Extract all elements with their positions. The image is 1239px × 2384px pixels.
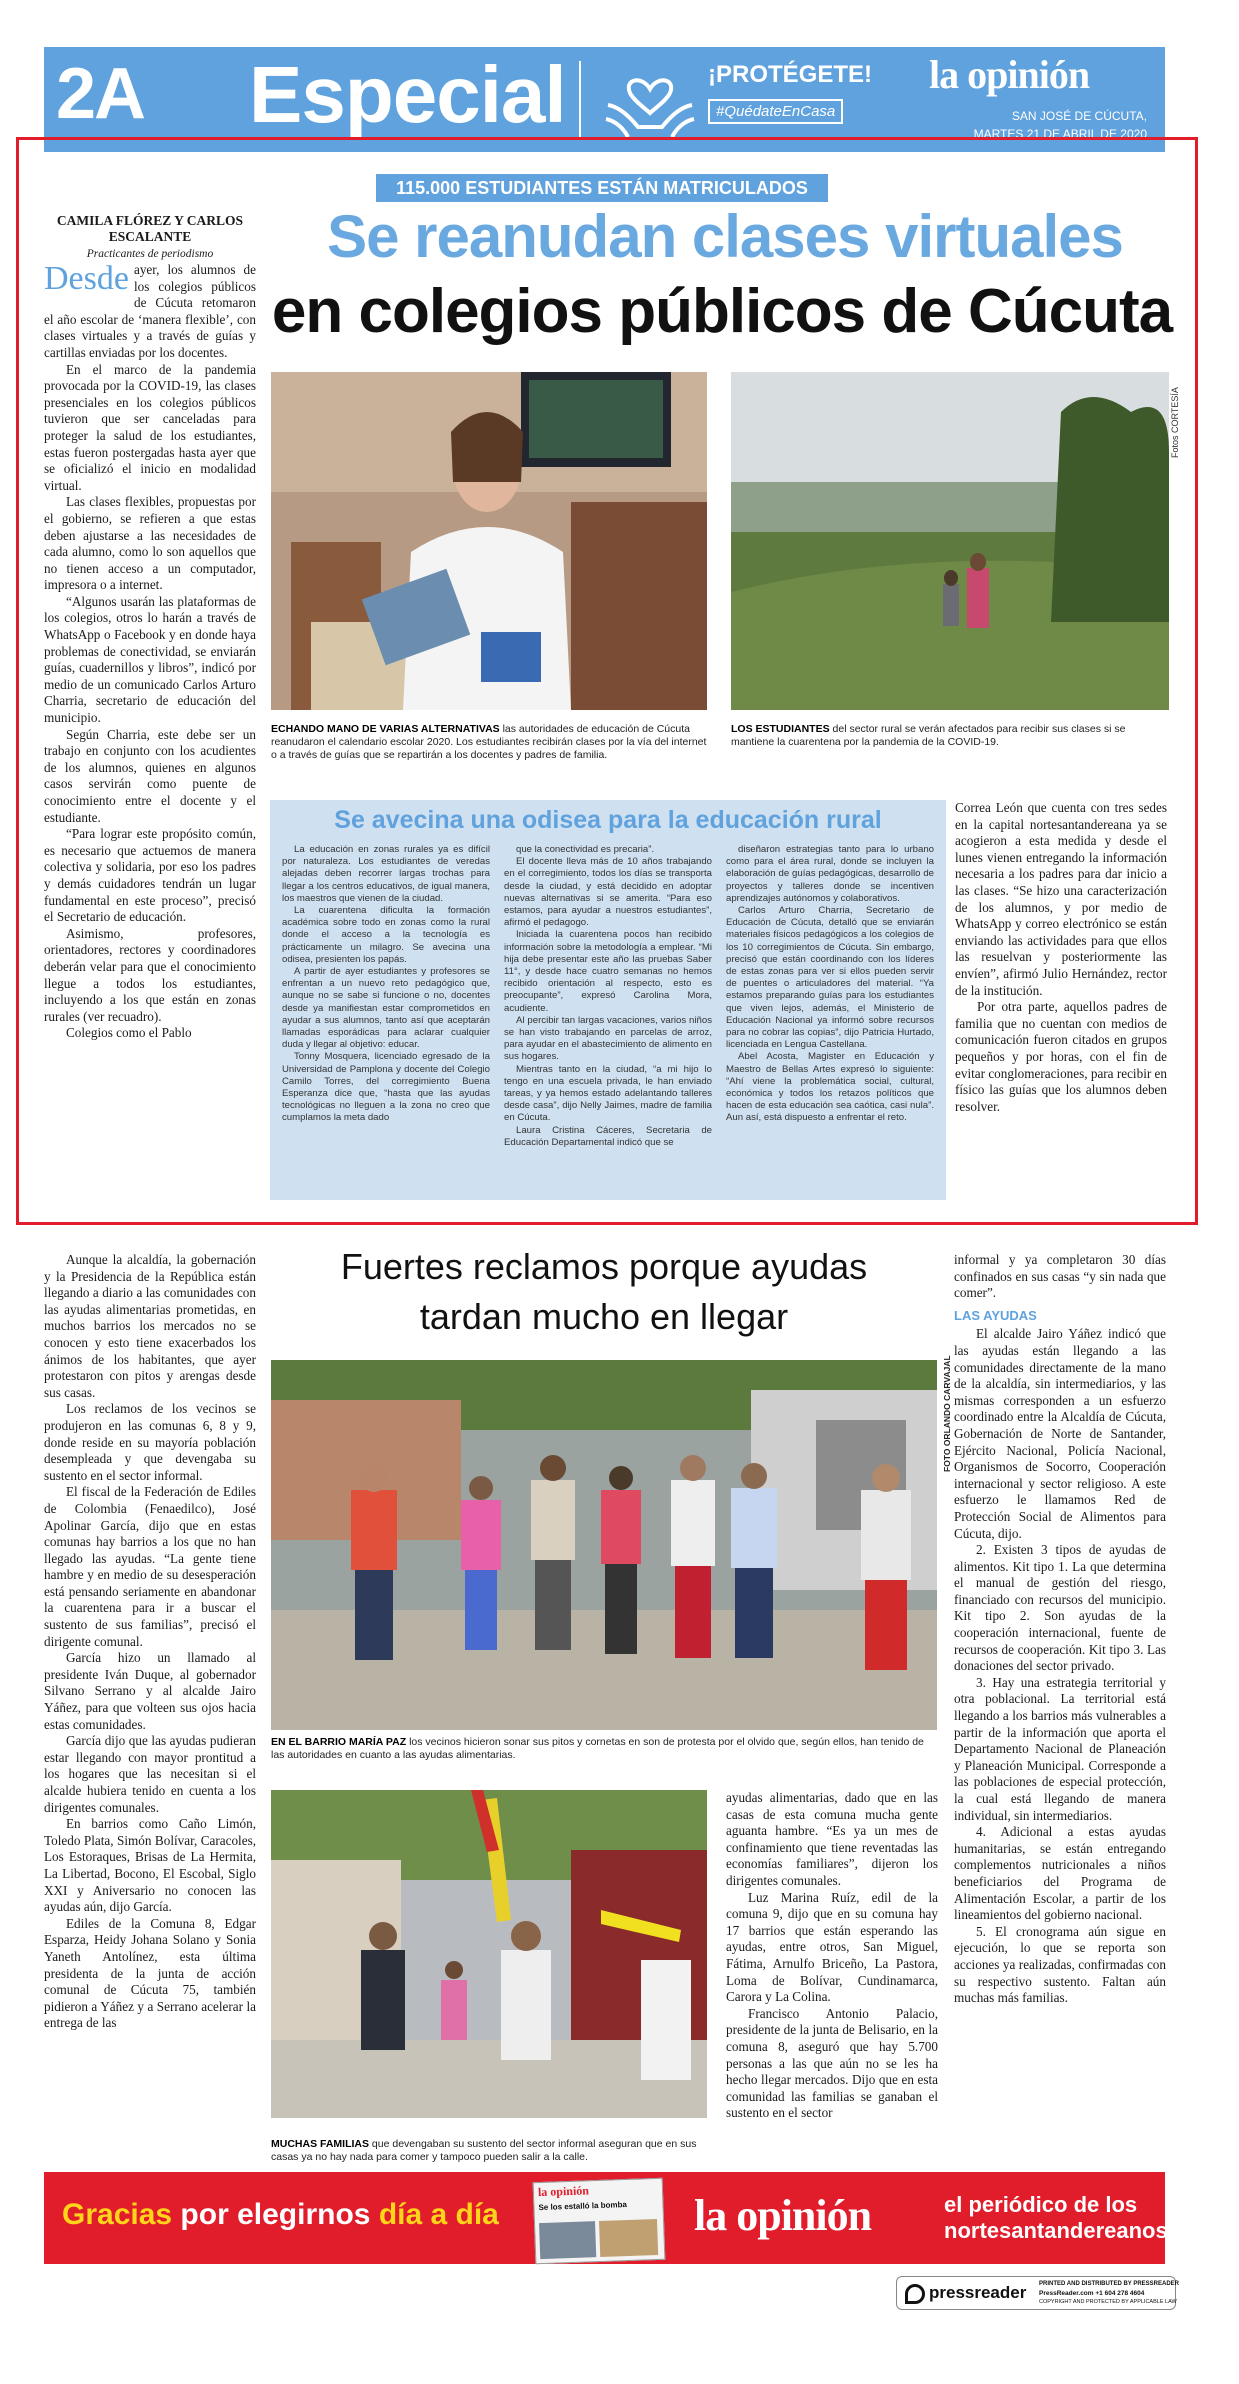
sidebar-paragraph: Abel Acosta, Magister en Educación y Maestro de Bellas Artes expresó lo siguiente: “Ahí viene la problemática social, cultural, económica y todos los retazos políticos que hacen de esta educación sea caótica, casi nula”. Aun así, está dispuesto a enfrentar el reto. xyxy=(726,1051,934,1124)
thumbnail-headline: Se los estalló la bomba xyxy=(538,2200,628,2213)
article2-subhead: LAS AYUDAS xyxy=(954,1307,1037,1323)
caption-text: del sector rural se verán afectados para recibir sus clases si se mantiene la cuarentena por la pandemia de la COVID-19. xyxy=(731,723,1126,748)
article1-paragraph: En el marco de la pandemia provocada por la COVID-19, las clases presenciales en los colegios públicos tuvieron que ser canceladas para proteger la salud de los estudiantes, estas fueron postergadas hasta ayer que se oficializó el inicio en modalidad virtual. xyxy=(44,361,256,493)
article1-paragraph: Por otra parte, aquellos padres de familia que no cuentan con medios de comunicación fueron citados en grupos pequeños y por horas, con el fin de evitar conglomeraciones, para recibir en físico las guías que los alumnos deben resolver. xyxy=(955,999,1167,1114)
sidebar-paragraph: Tonny Mosquera, licenciado egresado de la Universidad de Pamplona y docente del Colegio Camilo Torres, del corregimiento Buena Esperanza dice que, “hasta que las ayudas tecnológicas no lleguen a la zona no creo que cumplamos la meta dado xyxy=(282,1051,490,1124)
article2-photo-credit: FOTO ORLANDO CARVAJAL xyxy=(942,1355,952,1472)
ad-slogan xyxy=(62,2198,499,2232)
caption-lead: LOS ESTUDIANTES xyxy=(731,723,830,735)
article2-right-column xyxy=(954,1252,1166,2162)
article2-paragraph: 2. Existen 3 tipos de ayudas de alimentos. Kit tipo 1. La que determina el manual de gestión del riesgo, financiado con recursos del municipio. Kit tipo 2. Son ayudas de la cooperación internacional, fuente de recursos de cooperación. Kit tipo 3. Las donaciones del sector privado. xyxy=(954,1542,1166,1674)
sidebar-paragraph: Mientras tanto en la ciudad, “a mi hijo lo tengo en una escuela privada, le han enviado tareas, y ya hemos estado adelantando talleres desde casa”, dijo Nelly Jaimes, madre de familia en Cúcuta. xyxy=(504,1063,712,1124)
article1-byline-role: Practicantes de periodismo xyxy=(86,248,214,260)
campaign-hashtag: #QuédateEnCasa xyxy=(708,99,843,124)
pressreader-note-1: PRINTED AND DISTRIBUTED BY PRESSREADER xyxy=(1039,2281,1180,2287)
sidebar-paragraph: Iniciada la cuarentena pocos han recibido información sobre la metodología a emplear. “Mi hija debe presentar este año las pruebas Saber 11°, y desde hace cuatro semanas no hemos recibido orientación al respecto, esto es preocupante”, expresó Carolina Mora, acudiente. xyxy=(504,929,712,1014)
newspaper-thumbnail xyxy=(533,2178,666,2264)
caption-lead: ECHANDO MANO DE VARIAS ALTERNATIVAS xyxy=(271,723,500,735)
article2-paragraph: Ediles de la Comuna 8, Edgar Esparza, Heidy Johana Solano y Sonia Yaneth Antolínez, esta última presidenta de la junta de acción comunal de Cúcuta 75, también pidieron a Yáñez y a Serrano acelerar la entrega de las xyxy=(44,1915,256,2031)
article1-title-line1: Se reanudan clases virtuales xyxy=(327,203,1123,270)
ad-slogan-b: por elegirnos xyxy=(172,2198,379,2231)
sidebar-paragraph: que la conectividad es precaria”. xyxy=(516,844,655,855)
ad-brand: la opinión xyxy=(694,2191,872,2240)
article1-paragraph: Asimismo, profesores, orientadores, rectores y coordinadores deberán velar para que el conocimiento llegue a todos los estudiantes, incluyendo a los que están en zonas rurales (ver recuadro). xyxy=(44,925,256,1024)
sidebar-paragraph: La cuarentena dificulta la formación académica sobre todo en zonas como la rural donde el acceso a la tecnología es prácticamente un milagro. Se avecina una odisea, presienten los papás. xyxy=(282,905,490,965)
banner-divider xyxy=(579,61,581,137)
article2-paragraph: Luz Marina Ruíz, edil de la comuna 9, dijo que en su comuna hay 17 barrios que están esperando las ayudas, entre otros, San Miguel, Fátima, Arnulfo Briceño, La Pastora, Loma de Bolívar, Cundinamarca, Carora y La Colina. xyxy=(726,1889,938,2005)
caption-text: que devengaban su sustento del sector informal aseguran que en sus casas ya no hay nada para comer y tampoco pueden salir a la calle. xyxy=(271,2138,697,2163)
article1-lead: ayer, los alumnos de los colegios públicos de Cúcuta retomaron el año escolar de ‘manera flexible’, con clases virtuales y a través de guías y cartillas enviadas por los docentes. xyxy=(44,262,256,360)
ad-slogan-c: día a día xyxy=(378,2198,499,2231)
ad-slogan-a: Gracias xyxy=(62,2198,173,2231)
ad-banner xyxy=(44,2172,1168,2264)
sidebar-paragraph: diseñaron estrategias tanto para lo urbano como para el área rural, donde se incluyen la elaboración de guías pedagógicas, desarrollo de proyectos y talleres donde se incentiven aprendizajes autónomos y colaborativos. xyxy=(726,844,934,904)
article2-paragraph: Aunque la alcaldía, la gobernación y la Presidencia de la República están llegando a diario a las comunidades con las ayudas alimentarias prometidas, en muchos barrios los mercados no se conocen y esto tiene exacerbados los ánimos de los habitantes, que ayer protestaron con pitos y arengas desde sus casas. xyxy=(44,1252,256,1400)
highlight-frame xyxy=(16,137,1198,1225)
article2-paragraph: El alcalde Jairo Yáñez indicó que las ayudas están llegando a las comunidades directamente de la mano de la alcaldía, sin intermediarios, y las mismas corresponden a un esfuerzo coordinado entre la Alcaldía de Cúcuta, Gobernación de Norte de Santander, Ejército Nacional, Policía Nacional, Organismos de Socorro, Cooperación internacional y sector religioso. A este esfuerzo le llamamos Red de Protección Social de Alimentos para Cúcuta, dijo. xyxy=(954,1326,1166,1541)
drop-word: Desde xyxy=(44,262,129,297)
article1-paragraph: Colegios como el Pablo xyxy=(66,1025,192,1041)
caption-lead: EN EL BARRIO MARÍA PAZ xyxy=(271,1736,407,1748)
article1-paragraph: Según Charria, este debe ser un trabajo en conjunto con los acudientes de los alumnos, quienes en algunos casos servirán como puente de conocimiento entre el docente y el estudiante. xyxy=(44,726,256,825)
sidebar-paragraph: A partir de ayer estudiantes y profesores se enfrentan a un nuevo reto pedagógico que, aunque no se sabe si funcione o no, docentes desde ya manifiestan estar comprometidos en ayudar a sus alumnos, tanto así que aceptarán llamadas esporádicas para aclarar cualquier duda y llegar al objetivo: educar. xyxy=(282,966,490,1051)
caption-lead: MUCHAS FAMILIAS xyxy=(271,2138,369,2150)
caption-text: los vecinos hicieron sonar sus pitos y cornetas en son de protesta por el olvido que, según ellos, han tenido de las autoridades en cuanto a las ayudas alimentarias. xyxy=(271,1736,924,1761)
article1-paragraph: “Para lograr este propósito común, es necesario que actuemos de manera colectiva y solidaria, por eso los padres y demás cuidadores tendrán un lugar fundamental en este proceso”, precisó el Secretario de educación. xyxy=(44,826,256,925)
campaign-title: ¡PROTÉGETE! xyxy=(708,61,873,88)
sidebar-title: Se avecina una odisea para la educación rural xyxy=(334,806,882,834)
dateline-date: MARTES 21 DE ABRIL DE 2020 xyxy=(973,127,1147,141)
dateline-city: SAN JOSÉ DE CÚCUTA, xyxy=(1011,109,1147,123)
heart-hands-icon xyxy=(602,59,698,141)
sidebar-paragraph: Laura Cristina Cáceres, Secretaria de Educación Departamental indicó que se xyxy=(504,1124,712,1148)
article2-paragraph: 4. Adicional a estas ayudas humanitarias, se están entregando complementos nutricionales a niños beneficiarios del Programa de Alimentación Escolar, a partir de los lineamientos del gobierno nacional. xyxy=(954,1824,1166,1923)
article2-paragraph: 3. Hay una estrategia territorial y otra poblacional. La territorial está llegando a los barrios más vulnerables a partir de la información que aporta el Departamento Nacional de Planeación y Planeación Municipal. Corresponde a las poblaciones de especial protección, la cual está llegando de manera individual, sin intermediarios. xyxy=(954,1674,1166,1823)
article2-caption-1 xyxy=(271,1736,937,1762)
section-title: Especial xyxy=(249,50,566,139)
pressreader-badge[interactable] xyxy=(896,2276,1180,2310)
article1-paragraph: Correa León que cuenta con tres sedes en la capital nortesantandereana ya se acogieron a esta medida y desde el lunes vienen entregando la información necesaria a los padres para dar inicio a las clases. “Se hizo una caracterización de los alumnos, y por medio de WhatsApp y correo electrónico se están enviando las actividades para que ellos las resuelvan y posteriormente las envíen”, afirmó Julio Hernández, rector de la institución. xyxy=(955,800,1167,998)
article1-byline: CAMILA FLÓREZ Y CARLOS ESCALANTE xyxy=(56,213,244,244)
thumbnail-masthead: la opinión xyxy=(537,2183,590,2200)
article2-left-column xyxy=(44,1252,256,2157)
article2-paragraph: informal y ya completaron 30 días confinados en sus casas “y sin nada que comer”. xyxy=(954,1252,1166,1301)
article1-paragraph: “Algunos usarán las plataformas de los colegios, otros lo harán a través de WhatsApp o Facebook y en donde haya problemas de conectividad, se enviarán guías, cuadernillos y libros”, indicó por medio de un comunicado Carlos Arturo Charria, secretario de educación del municipio. xyxy=(44,593,256,726)
ad-tagline-1: el periódico de los xyxy=(944,2192,1138,2217)
caption-text: las autoridades de educación de Cúcuta reanudaron el calendario escolar 2020. Los estudiantes recibirán clases por la vía del internet o a través de guías que se repartirán a los docentes y padres de familia. xyxy=(271,723,707,761)
pressreader-note-2: PressReader.com +1 604 278 4604 xyxy=(1039,2290,1145,2297)
article1-paragraph: Las clases flexibles, propuestas por el gobierno, se refieren a que estas deben ajustarse a las necesidades de cada alumno, como lo son aquellos que no tienen acceso a un computador, impresora o a internet. xyxy=(44,494,256,593)
article2-paragraph: ayudas alimentarias, dado que en las casas de esta comuna mucha gente aguanta hambre. “Es ya un mes de confinamiento que tiene reventadas las economías familiares”, dijeron los dirigentes comunales. xyxy=(726,1790,938,1888)
article2-paragraph: 5. El cronograma aún sigue en ejecución, lo que se reporta son acciones ya realizadas, confirmadas con su respectivo sustento. Faltan aún muchas más familias. xyxy=(954,1923,1166,2006)
article2-title-line2: tardan mucho en llegar xyxy=(419,1296,789,1337)
thumbnail-image xyxy=(539,2221,596,2259)
sidebar-paragraph: Carlos Arturo Charria, Secretario de Educación de Cúcuta, detalló que se enviarán materiales físicos pedagógicos a los colegios de los 10 corregimientos de Cúcuta. Sin embargo, precisó que están coordinando con los líderes de estas zonas para ver si ellos pueden servir de puentes o articuladores del material. “Ya estamos preparando guías para los estudiantes que viven lejos, además, el Ministerio de Educación Nacional ya informó sobre recursos para no cobrar las copias”, dijo Patricia Hurtado, licenciada en Lengua Castellana. xyxy=(726,905,934,1051)
thumbnail-image xyxy=(599,2219,658,2257)
vuvuzela-photo xyxy=(271,1790,707,2118)
pressreader-logo-icon xyxy=(905,2284,925,2304)
article2-paragraph: El fiscal de la Federación de Ediles de Colombia (Fenaedilco), José Apolinar García, dijo que en estas comunas hay barrios a los que no han llegado las ayudas. “La gente tiene hambre y en medio de su desesperación está pensando seriamente en abandonar la cuarentena para ir a buscar el sustento de sus familias”, precisó el dirigente comunal. xyxy=(44,1484,256,1649)
sidebar-paragraph: El docente lleva más de 10 años trabajando en el corregimiento, todos los días se transporta desde la ciudad, y está decidido en adoptar nuevas alternativas si se amerita. “Para eso estamos, para ayudar a nuestros estudiantes”, afirmó el pedagogo. xyxy=(504,856,712,929)
article2-caption-2 xyxy=(271,2138,707,2164)
article2-title-line1: Fuertes reclamos porque ayudas xyxy=(340,1246,868,1287)
article1-kicker: 115.000 ESTUDIANTES ESTÁN MATRICULADOS xyxy=(376,174,828,202)
sidebar-paragraph: La educación en zonas rurales ya es difícil por naturaleza. Los estudiantes de veredas alejadas deben recorrer largas trochas para llegar a los centros educativos, de igual manera, los maestros que vienen de la ciudad. xyxy=(282,844,490,904)
article2-paragraph: Los reclamos de los vecinos se produjeron en las comunas 6, 8 y 9, donde reside en su mayoría población desempleada y que devengaba su sustento en el sector informal. xyxy=(44,1401,256,1483)
ad-tagline-2: nortesantandereanos xyxy=(944,2218,1168,2243)
article2-paragraph: En barrios como Caño Limón, Toledo Plata, Simón Bolívar, Caracoles, Los Estoraques, Brisas de La Hermita, La Libertad, Bocono, El Escobal, Siglo XXI y Aniversario no conocen las ayudas aún, dijo García. xyxy=(44,1816,256,1915)
article2-paragraph: García dijo que las ayudas pudieran estar llegando con mayor prontitud a los hogares que las necesitan si el alcalde hubiera tenido en cuenta a los dirigentes comunales. xyxy=(44,1733,256,1815)
article2-middle-column xyxy=(726,1790,938,2162)
page-number: 2A xyxy=(56,54,145,134)
protest-photo xyxy=(271,1360,937,1730)
article1-photo-credit: Fotos CORTESÍA xyxy=(1170,387,1180,458)
pressreader-wordmark: pressreader xyxy=(929,2283,1027,2302)
sidebar-paragraph: Al percibir tan largas vacaciones, varios niños se han visto trabajando en parcelas de arroz, para ayudar en el abastecimiento de alimento en sus hogares. xyxy=(504,1014,712,1063)
article2-paragraph: García hizo un llamado al presidente Iván Duque, al gobernador Silvano Serrano y al alcalde Jairo Yáñez, para que volteen sus ojos hacia estas comunidades. xyxy=(44,1650,256,1732)
article1-title-line2: en colegios públicos de Cúcuta xyxy=(271,277,1173,346)
pressreader-note-3: COPYRIGHT AND PROTECTED BY APPLICABLE LAW xyxy=(1039,2299,1177,2305)
brand-logo: la opinión xyxy=(929,52,1090,97)
article2-paragraph: Francisco Antonio Palacio, presidente de la junta de Belisario, en la comuna 8, aseguró que hay 5.700 personas a las que aún no se les ha hecho llegar mercados. Dijo que en esta comunidad las familias se ganaban el sustento en el sector xyxy=(726,2005,938,2121)
